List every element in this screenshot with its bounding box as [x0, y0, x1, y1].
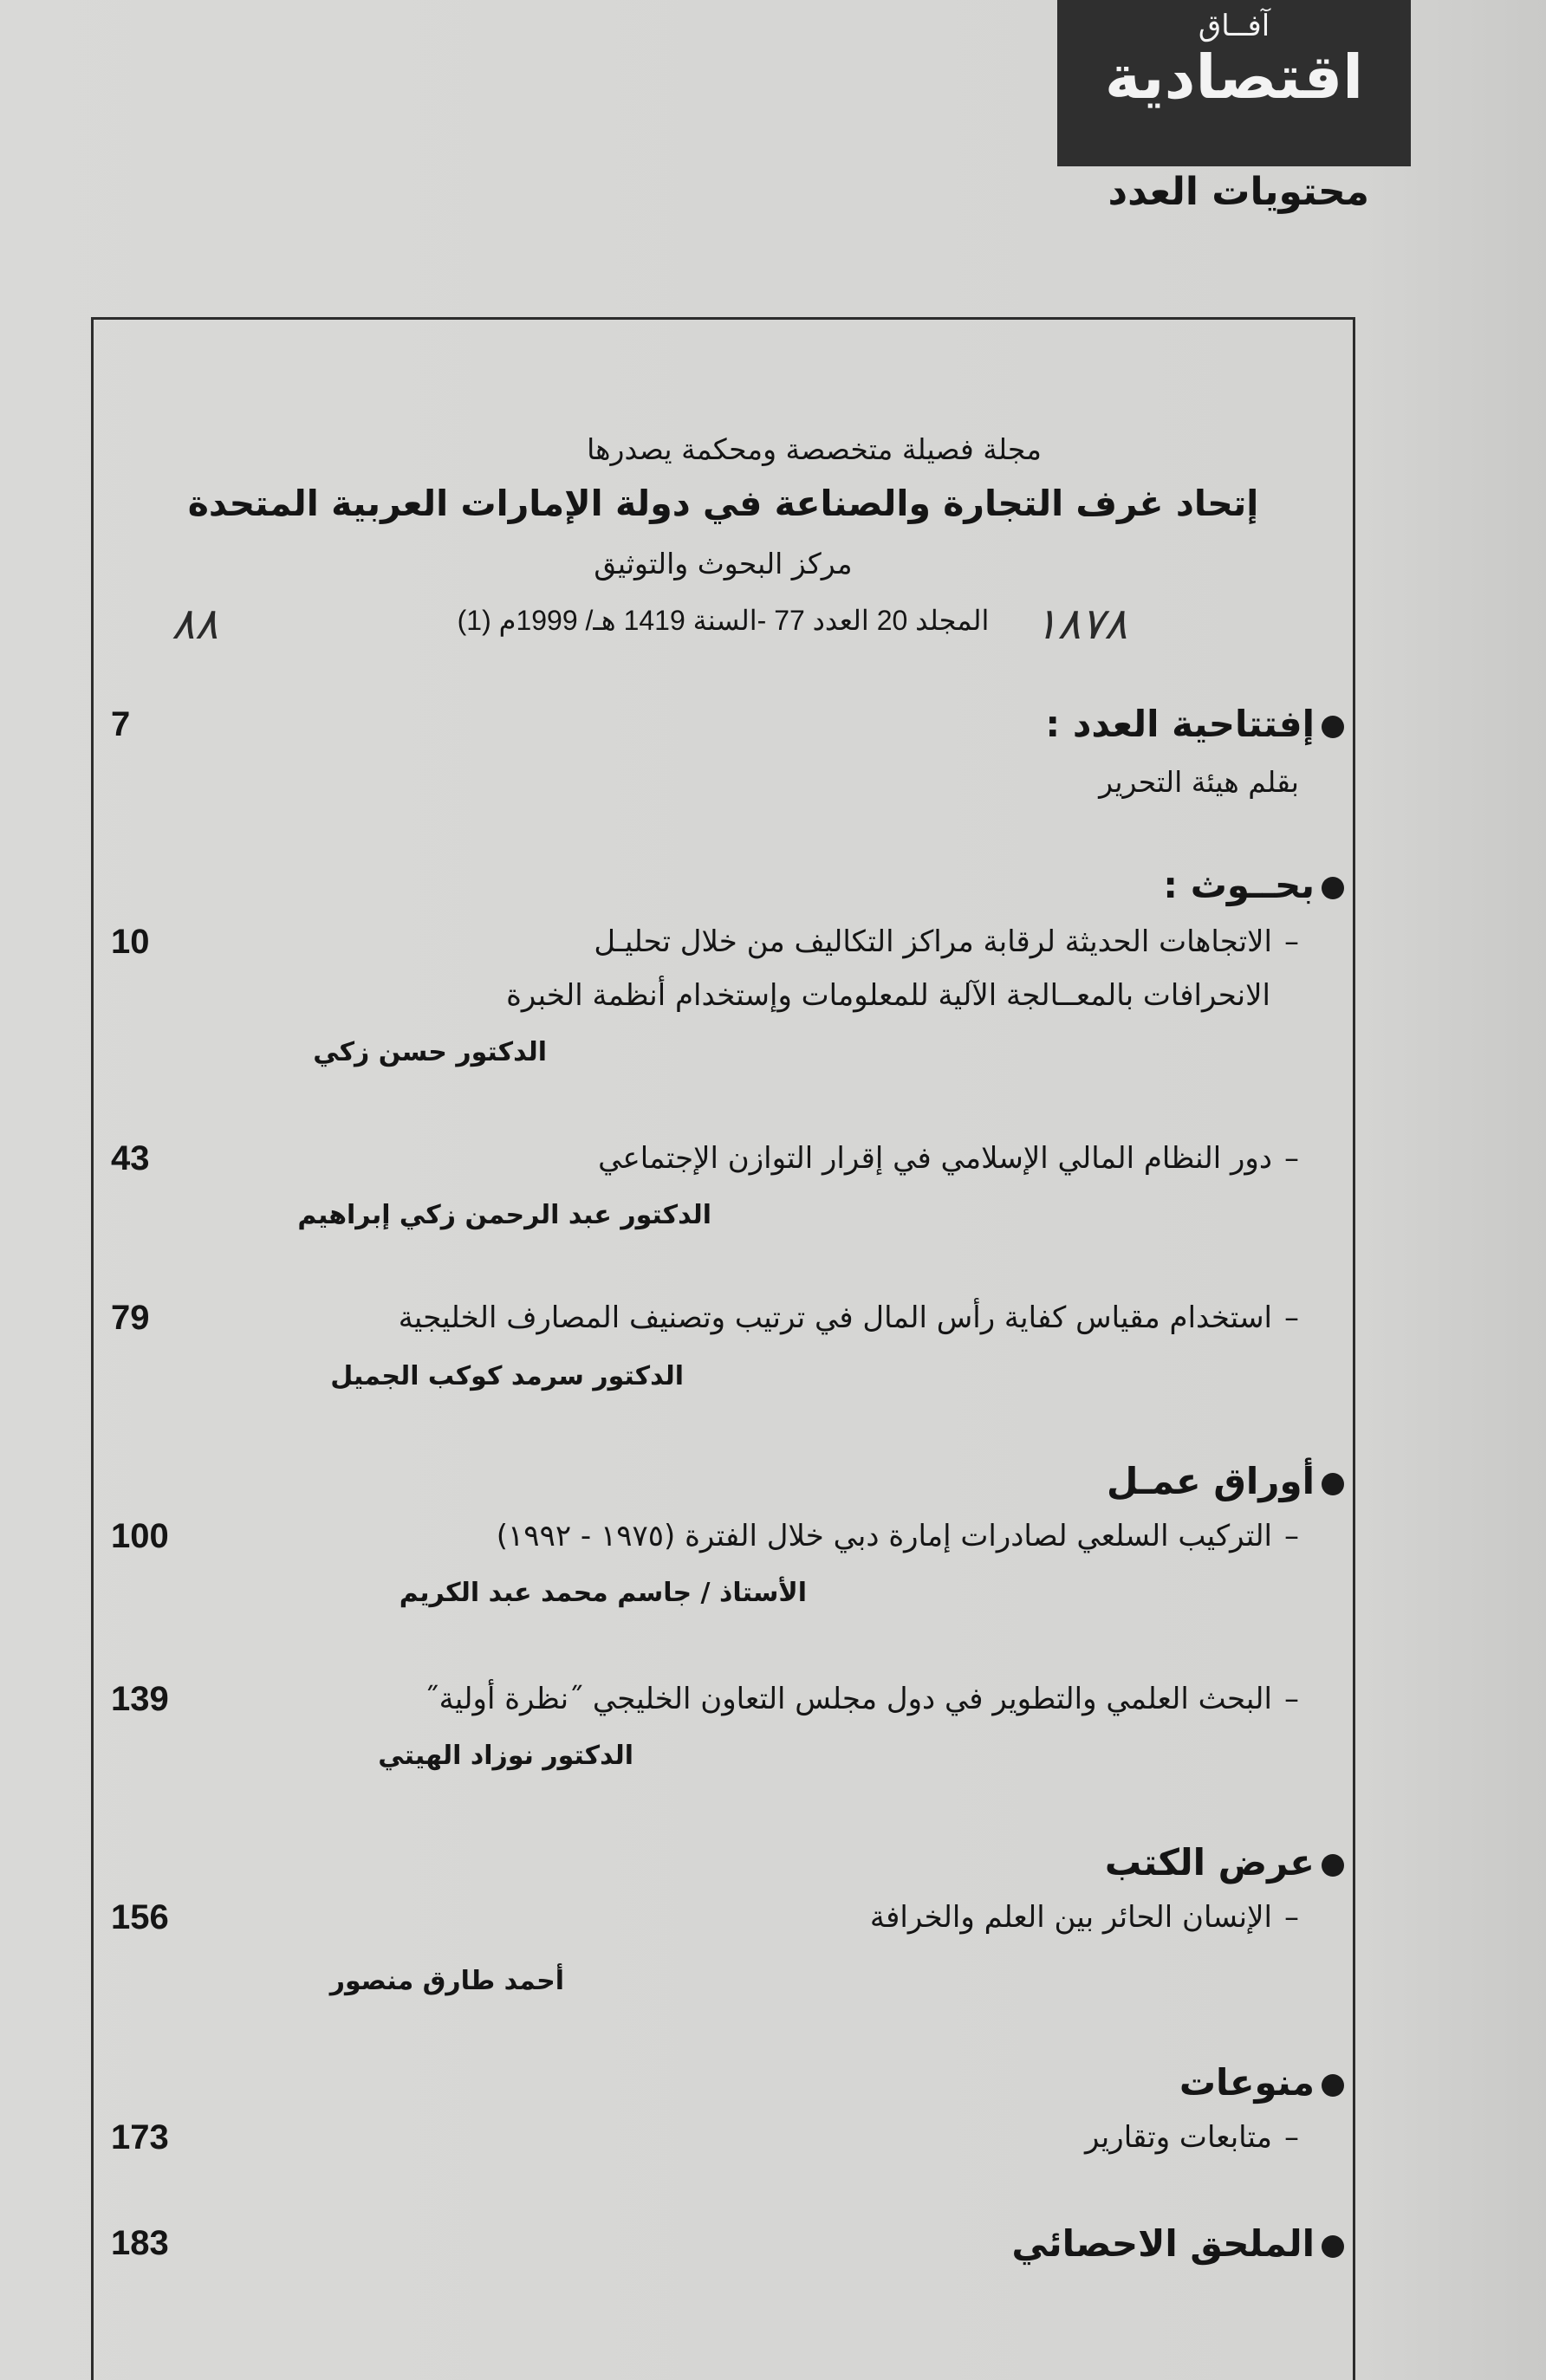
- books-item-title: –الإنسان الحائر بين العلم والخرافة: [869, 1900, 1299, 1935]
- header-center: مركز البحوث والتوثيق: [594, 547, 853, 580]
- research-item-1-title: –الاتجاهات الحديثة لرقابة مراكز التكاليف من خلال تحليـل: [594, 924, 1299, 959]
- logo-main-text: اقتصادية: [1104, 42, 1364, 113]
- editorial-author: بقلم هيئة التحرير: [1099, 765, 1299, 799]
- section-misc-title: منوعات: [1179, 2061, 1344, 2104]
- bullet-icon: [1322, 2074, 1344, 2097]
- handwritten-note-right: ١٨٧٨: [1034, 599, 1127, 649]
- page-number: 10: [111, 923, 150, 961]
- header-line-1: مجلة فصيلة متخصصة ومحكمة يصدرها: [587, 432, 1042, 466]
- research-item-2-title: –دور النظام المالي الإسلامي في إقرار التوازن الإجتماعي: [598, 1141, 1299, 1176]
- section-books-title: عرض الكتب: [1105, 1841, 1344, 1884]
- books-item-author: أحمد طارق منصور: [329, 1966, 564, 1996]
- page-number: 156: [111, 1898, 169, 1936]
- page-number: 139: [111, 1680, 169, 1718]
- research-item-3-title: –استخدام مقياس كفاية رأس المال في ترتيب وتصنيف المصارف الخليجية: [398, 1300, 1299, 1335]
- page-number: 7: [111, 705, 131, 743]
- research-item-1-author: الدكتور حسن زكي: [313, 1037, 547, 1067]
- papers-item-1-title: –التركيب السلعي لصادرات إمارة دبي خلال الفترة (١٩٧٥ - ١٩٩٢): [496, 1519, 1299, 1553]
- bullet-icon: [1322, 877, 1344, 899]
- page-number: 43: [111, 1139, 150, 1177]
- header-publisher: إتحاد غرف التجارة والصناعة في دولة الإمارات العربية المتحدة: [187, 483, 1259, 524]
- page-number: 173: [111, 2118, 169, 2156]
- logo-top-text: آفــاق: [1198, 9, 1270, 43]
- page-number: 183: [111, 2224, 169, 2262]
- header-volume-info: المجلد 20 العدد 77 -السنة 1419 هـ/ 1999م (1): [457, 605, 990, 636]
- bullet-icon: [1322, 716, 1344, 738]
- page-number: 100: [111, 1517, 169, 1555]
- section-appendix-title: الملحق الاحصائي: [1011, 2222, 1344, 2265]
- misc-item-title: –متابعات وتقارير: [1085, 2120, 1299, 2155]
- page-number: 79: [111, 1299, 150, 1337]
- section-research-title: بحــوث :: [1163, 864, 1344, 906]
- papers-item-2-title: –البحث العلمي والتطوير في دول مجلس التعاون الخليجي ˝نظرة أولية˝: [424, 1682, 1299, 1716]
- research-item-3-author: الدكتور سرمد كوكب الجميل: [330, 1361, 684, 1391]
- bullet-icon: [1322, 1473, 1344, 1495]
- issue-contents-heading: محتويات العدد: [1108, 170, 1369, 214]
- papers-item-2-author: الدكتور نوزاد الهيتي: [378, 1741, 633, 1771]
- research-item-2-author: الدكتور عبد الرحمن زكي إبراهيم: [297, 1200, 711, 1230]
- magazine-logo: [1057, 0, 1411, 166]
- section-editorial-title: إفتتاحية العدد :: [1045, 703, 1344, 745]
- section-papers-title: أوراق عمـل: [1107, 1460, 1344, 1502]
- papers-item-1-author: الأستاذ / جاسم محمد عبد الكريم: [399, 1578, 807, 1608]
- research-item-1-title-line2: الانحرافات بالمعــالجة الآلية للمعلومات وإستخدام أنظمة الخبرة: [506, 978, 1270, 1013]
- bullet-icon: [1322, 2235, 1344, 2258]
- bullet-icon: [1322, 1854, 1344, 1877]
- contents-frame: [91, 317, 1355, 2380]
- handwritten-note-left: ٨٨: [172, 599, 218, 649]
